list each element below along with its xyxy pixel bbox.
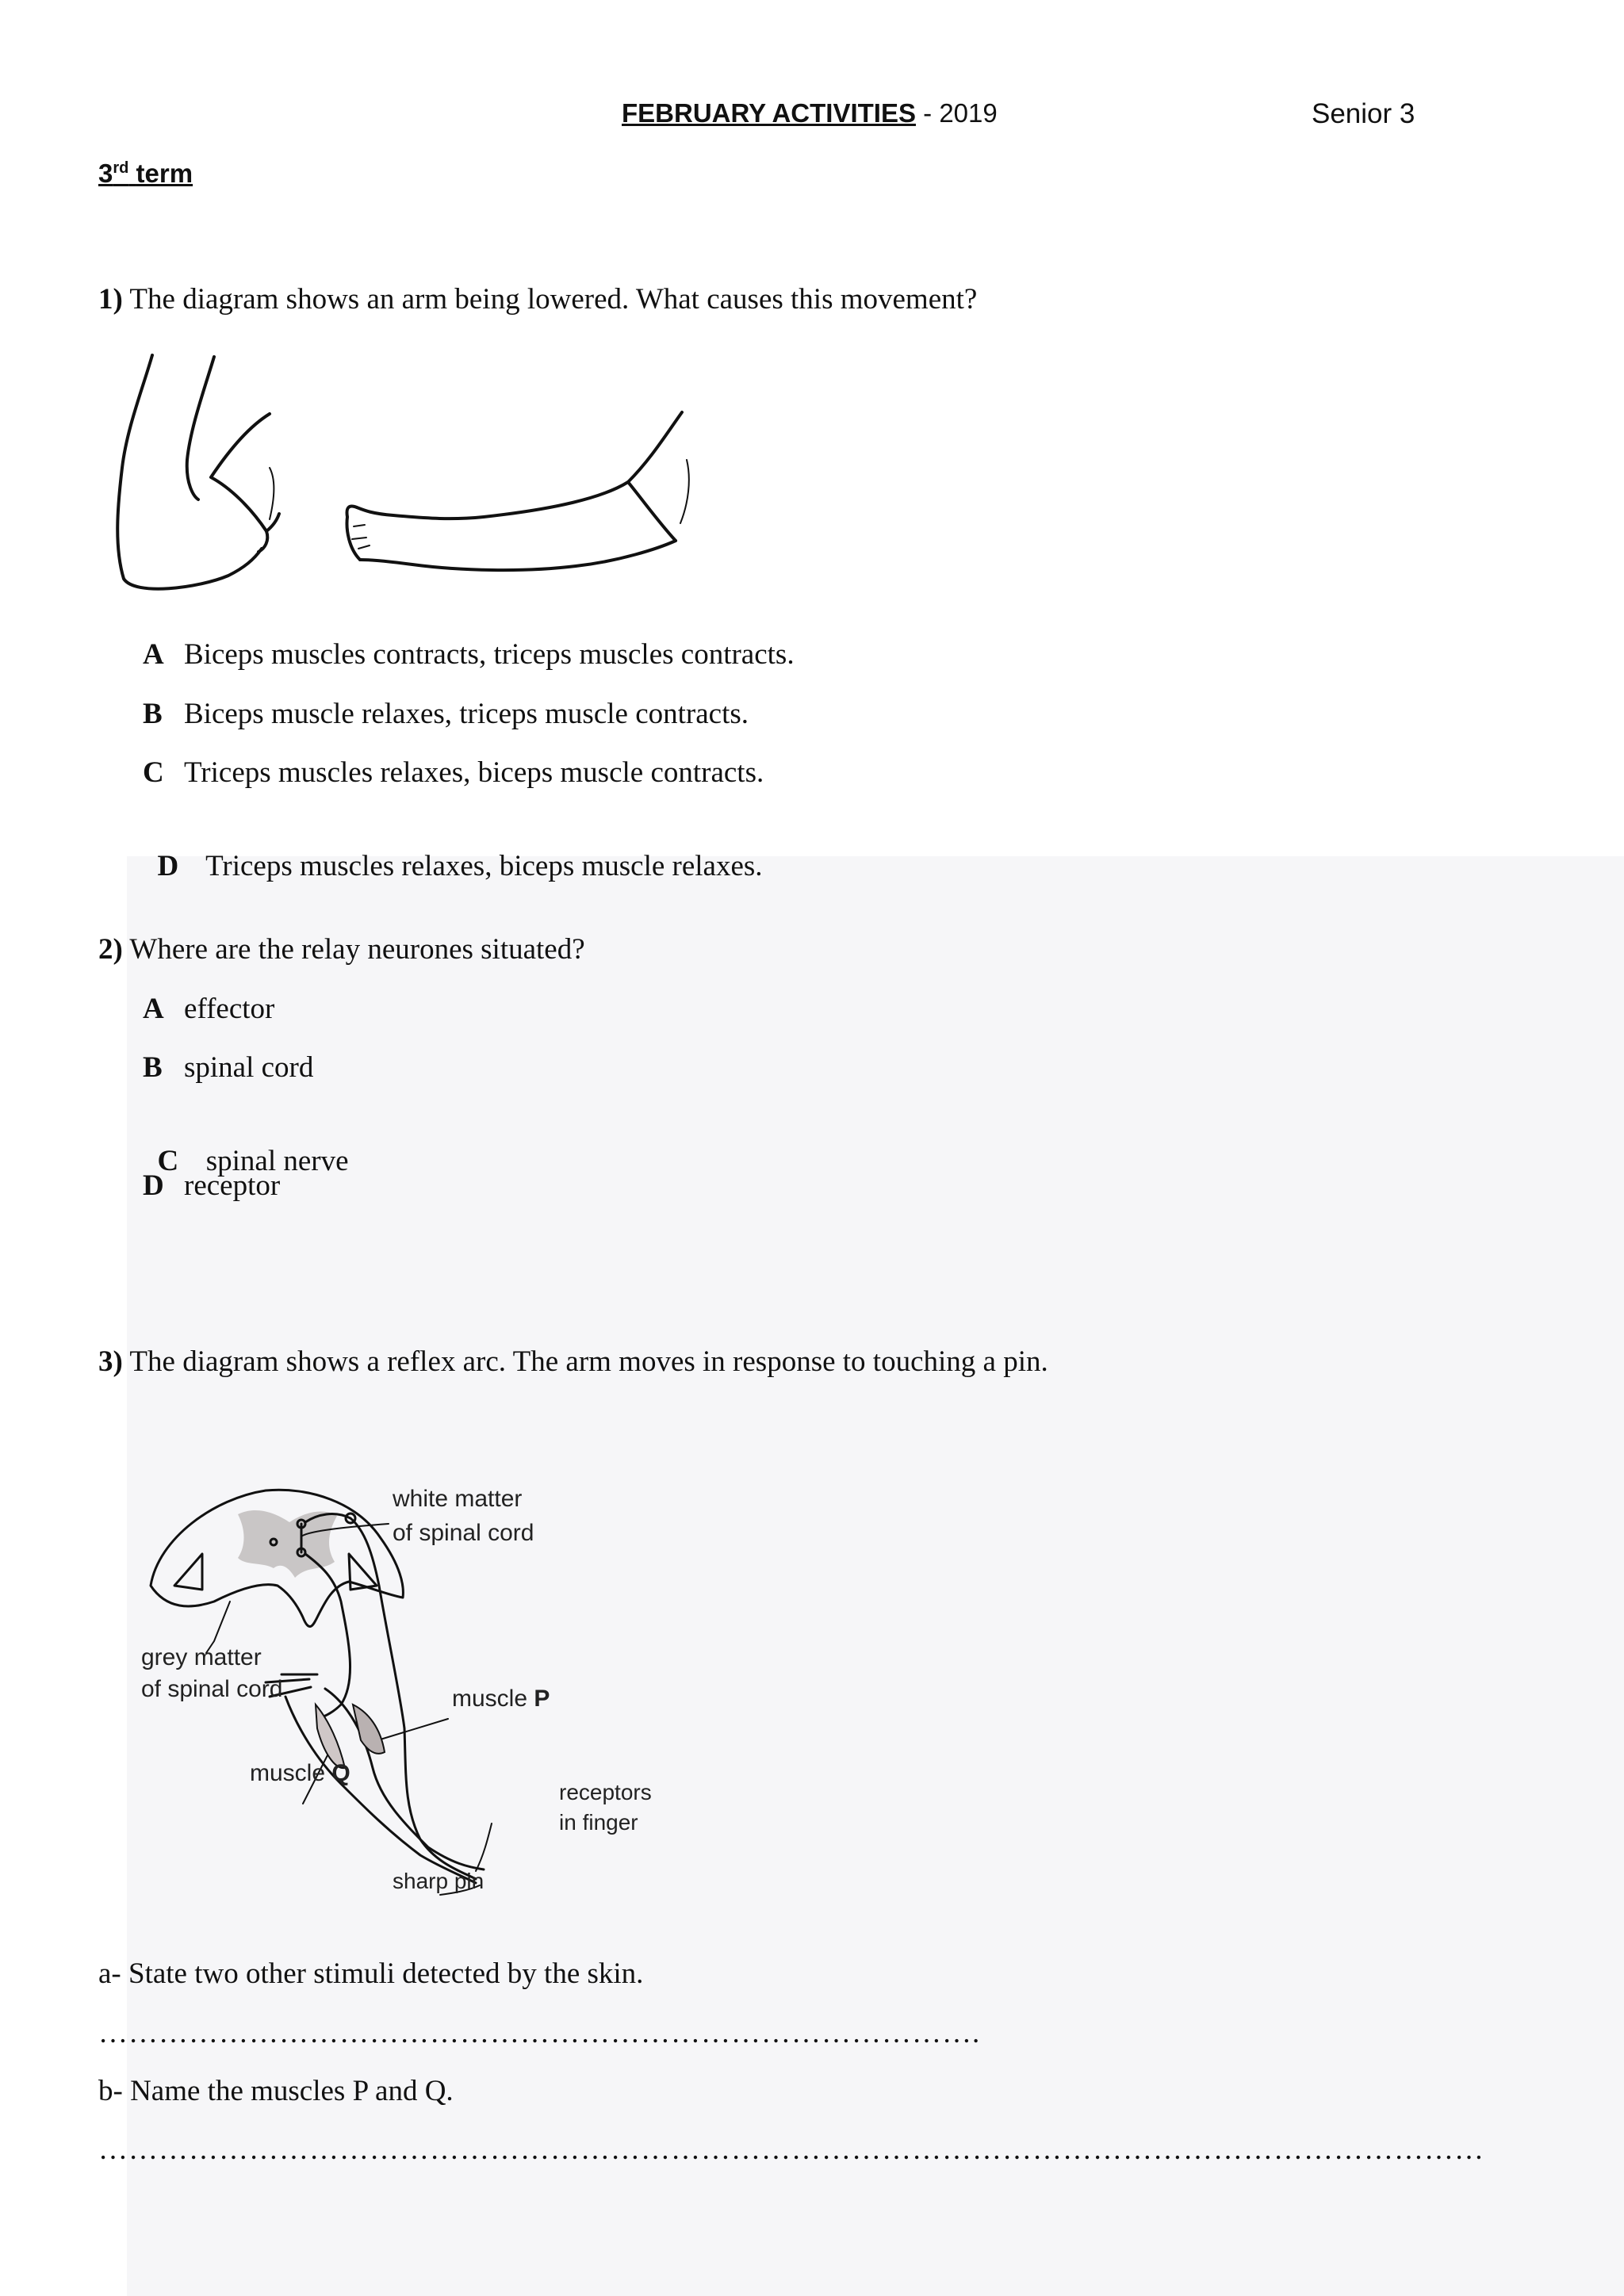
bent-arm-outline	[117, 355, 262, 589]
svg-text:of spinal cord	[141, 1676, 282, 1702]
label-receptors: receptors	[559, 1780, 652, 1804]
q2-option-a-text: effector	[184, 993, 275, 1025]
class-level: Senior 3	[1312, 98, 1415, 129]
q2-option-d-letter: D	[143, 1169, 164, 1202]
question-2-number: 2)	[98, 933, 123, 966]
svg-text:sharp pin	[393, 1869, 484, 1893]
label-receptors-2: in finger	[559, 1810, 638, 1835]
bent-arm-fold	[270, 468, 274, 519]
question-3-text: The diagram shows a reflex arc. The arm moves in response to touching a pin.	[129, 1345, 1048, 1378]
q2-option-b-text: spinal cord	[184, 1051, 314, 1084]
arm-lowered-diagram	[111, 341, 714, 610]
motor-neurone	[305, 1554, 350, 1719]
fist-fingers	[352, 525, 370, 549]
q1-option-a[interactable]	[143, 637, 795, 672]
question-3-number: 3)	[98, 1345, 123, 1378]
q1-option-d[interactable]	[143, 815, 763, 883]
q2-option-d-text: receptor	[184, 1169, 281, 1202]
q2-option-d[interactable]	[143, 1169, 280, 1203]
q1-option-a-letter: A	[143, 638, 164, 671]
term-number: 3	[98, 159, 113, 188]
reflex-arc-diagram	[127, 1467, 698, 1919]
q1-option-b[interactable]	[143, 697, 749, 731]
label-white-matter: white matter	[393, 1486, 523, 1512]
straight-arm-cuff	[628, 412, 682, 541]
q1-option-d-text: Triceps muscles relaxes, biceps muscle relaxes.	[198, 850, 763, 882]
label-white-matter-2: of spinal cord	[393, 1520, 534, 1546]
term-suffix: rd	[113, 159, 129, 177]
title-text: FEBRUARY ACTIVITIES	[622, 98, 916, 128]
label-muscle-q-letter: Q	[331, 1760, 350, 1786]
question-3	[98, 1345, 1048, 1379]
question-3b: b- Name the muscles P and Q.	[98, 2075, 454, 2107]
question-2	[98, 932, 585, 966]
term-label	[98, 159, 193, 189]
answer-line-3b[interactable]: …………………………………………………………………………………………………………………………	[98, 2133, 1484, 2166]
q1-option-b-letter: B	[143, 698, 163, 730]
spinal-cord-left-wing	[174, 1554, 202, 1590]
q1-option-c-text: Triceps muscles relaxes, biceps muscle contracts.	[184, 756, 764, 789]
q2-option-b-letter: B	[143, 1051, 163, 1084]
muscle-p-shape	[353, 1705, 385, 1754]
page-title	[622, 98, 998, 128]
svg-text:muscle Q	[250, 1760, 350, 1786]
straight-arm-fold	[680, 460, 689, 523]
svg-text:white matter	[392, 1486, 522, 1512]
term-word: term	[136, 159, 193, 188]
straight-arm-fist	[347, 507, 361, 561]
label-grey-matter: grey matter	[141, 1644, 262, 1670]
q1-option-b-text: Biceps muscle relaxes, triceps muscle contracts.	[184, 698, 749, 730]
svg-text:of spinal cord	[393, 1520, 534, 1546]
q1-option-c-letter: C	[143, 756, 164, 789]
straight-arm-top	[357, 482, 628, 519]
sensory-neurone	[305, 1514, 476, 1879]
bent-arm-cuff	[211, 414, 279, 531]
q2-option-a[interactable]	[143, 992, 274, 1026]
q2-option-b[interactable]	[143, 1050, 313, 1085]
question-2-text: Where are the relay neurones situated?	[129, 933, 585, 966]
label-muscle-q: muscle	[250, 1760, 326, 1786]
question-1	[98, 282, 977, 316]
title-year: - 2019	[923, 98, 998, 128]
label-sharp-pin: sharp pin	[393, 1869, 485, 1893]
answer-line-3a[interactable]: …………………………………………………………………………….	[98, 2017, 981, 2049]
svg-text:in finger	[559, 1810, 638, 1835]
question-1-number: 1)	[98, 283, 123, 316]
q1-option-d-letter: D	[157, 850, 179, 882]
question-3a: a- State two other stimuli detected by the skin.	[98, 1957, 644, 1990]
svg-text:receptors	[559, 1780, 652, 1804]
label-muscle-p-letter: P	[534, 1686, 550, 1712]
straight-arm-bottom	[360, 541, 676, 570]
svg-text:muscle P	[452, 1686, 550, 1712]
q1-option-c[interactable]	[143, 756, 764, 790]
receptors-pointer	[476, 1823, 492, 1871]
q2-option-a-letter: A	[143, 993, 164, 1025]
question-1-text: The diagram shows an arm being lowered. What causes this movement?	[129, 283, 978, 316]
label-muscle-p: muscle	[452, 1686, 528, 1712]
svg-text:grey matter	[141, 1644, 262, 1670]
q2-option-c-text: spinal nerve	[198, 1145, 349, 1177]
label-grey-matter-2: of spinal cord	[141, 1676, 283, 1702]
q2-option-c-letter: C	[157, 1145, 179, 1177]
q1-option-a-text: Biceps muscles contracts, triceps muscles contracts.	[184, 638, 795, 671]
